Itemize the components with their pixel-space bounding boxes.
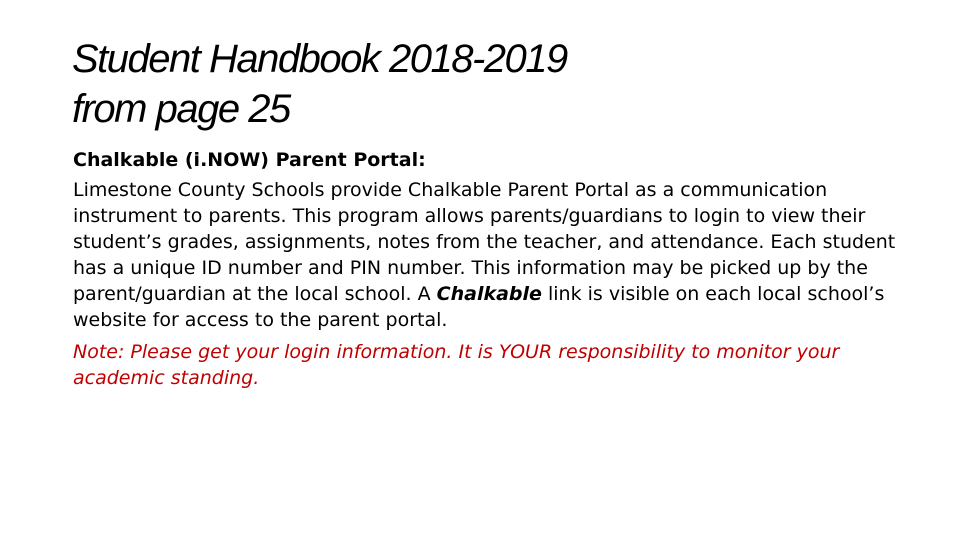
paragraph-text-after: link is visible on each local school’s website for access to the parent portal. [73, 283, 885, 331]
title-line-1: Student Handbook 2018-2019 [72, 37, 567, 81]
title-line-2: from page 25 [72, 87, 290, 131]
slide-title [72, 34, 892, 134]
section-paragraph [73, 177, 903, 333]
paragraph-emphasis-chalkable: Chalkable [436, 283, 542, 305]
slide-body [73, 147, 903, 391]
section-heading: Chalkable (i.NOW) Parent Portal: [73, 149, 426, 171]
paragraph-text-before: Limestone County Schools provide Chalkable Parent Portal as a communication instrument to parents. This program allows parents/guardians to login to view their student’s grades, assignments, notes from the teacher, and attendance. Each student has a unique ID number and PIN number. This information may be picked up by the parent/guardian at the local school. A [73, 179, 896, 305]
note-text: Note: Please get your login information. It is YOUR responsibility to monitor your academic standing. [73, 341, 840, 389]
